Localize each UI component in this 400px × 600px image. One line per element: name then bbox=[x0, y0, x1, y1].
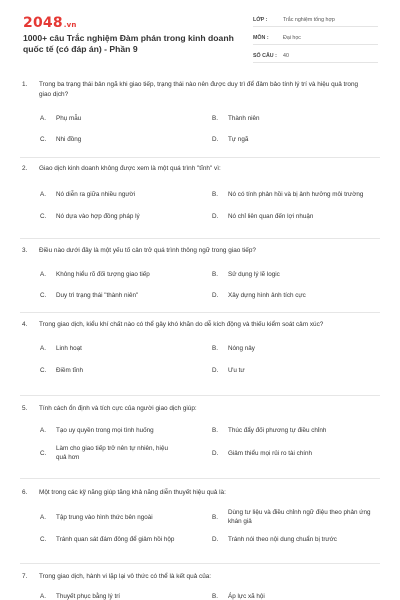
divider bbox=[20, 238, 380, 239]
option-letter: D. bbox=[212, 136, 219, 143]
option-a[interactable] bbox=[40, 592, 212, 600]
question-number: 3. bbox=[22, 247, 28, 254]
page-header bbox=[0, 0, 400, 70]
page-title: 1000+ câu Trắc nghiệm Đàm phán trong kinh doanh quốc tế (có đáp án) - Phần 9 bbox=[23, 33, 234, 54]
option-text: Nó chỉ liên quan đến lợi nhuận bbox=[228, 213, 314, 220]
option-letter: C. bbox=[40, 449, 47, 457]
option-text: Nó dựa vào hợp đồng pháp lý bbox=[56, 213, 140, 220]
question-text: Tính cách ổn định và tích cực của người giao dịch giúp: bbox=[39, 405, 197, 412]
question-text: Trong giao dịch, hành vi lặp lại vô thức có thể là kết quả của: bbox=[39, 573, 212, 580]
option-letter: D. bbox=[212, 213, 219, 220]
option-letter: C. bbox=[40, 536, 47, 543]
question-1 bbox=[0, 80, 400, 144]
question-text: Trong giao dịch, kiểu khí chất nào có thể gây khó khăn do dễ kích động và thiếu kiểm soát cảm xúc? bbox=[39, 321, 324, 328]
option-letter: C. bbox=[40, 136, 47, 143]
option-text: Nó có tính phản hồi và bị ảnh hưởng môi trường bbox=[228, 190, 364, 198]
option-letter: A. bbox=[40, 190, 46, 198]
info-label: SỐ CÂU : bbox=[253, 52, 277, 59]
option-letter: C. bbox=[40, 213, 47, 220]
question-2 bbox=[0, 164, 400, 221]
info-row-subject bbox=[253, 31, 378, 45]
divider bbox=[20, 157, 380, 158]
option-letter: C. bbox=[40, 292, 47, 299]
option-d[interactable] bbox=[212, 535, 384, 544]
option-text: Thuyết phục bằng lý trí bbox=[56, 593, 121, 600]
option-b[interactable] bbox=[212, 508, 384, 526]
option-c[interactable] bbox=[40, 535, 212, 544]
option-list bbox=[0, 114, 400, 144]
question-7 bbox=[0, 572, 400, 600]
option-d[interactable] bbox=[212, 291, 384, 300]
option-b[interactable] bbox=[212, 344, 384, 353]
option-text: Linh hoạt bbox=[56, 345, 82, 352]
option-d[interactable] bbox=[212, 366, 384, 375]
question-6 bbox=[0, 488, 400, 544]
option-list bbox=[0, 426, 400, 462]
option-letter: D. bbox=[212, 367, 219, 374]
option-a[interactable] bbox=[40, 426, 212, 435]
option-text: Điềm tĩnh bbox=[56, 367, 83, 374]
option-letter: C. bbox=[40, 367, 47, 374]
option-letter: D. bbox=[212, 292, 219, 299]
option-d[interactable] bbox=[212, 135, 384, 144]
option-list bbox=[0, 508, 400, 544]
option-letter: A. bbox=[40, 513, 46, 521]
info-value[interactable]: Đại học bbox=[283, 34, 301, 41]
option-a[interactable] bbox=[40, 114, 212, 123]
question-text: Điều nào dưới đây là một yếu tố cản trở quá trình thông ngữ trong giao tiếp? bbox=[39, 247, 256, 254]
divider bbox=[20, 478, 380, 479]
option-letter: A. bbox=[40, 427, 46, 434]
question-stem bbox=[0, 164, 400, 174]
logo-main: 2048 bbox=[23, 15, 63, 31]
option-list bbox=[0, 185, 400, 221]
option-c[interactable] bbox=[40, 212, 212, 221]
option-text: Nóng nảy bbox=[228, 345, 255, 352]
option-text: Dùng tư liệu và điều chỉnh ngữ điệu theo phản ứng khán giả bbox=[228, 509, 371, 525]
option-c[interactable] bbox=[40, 291, 212, 300]
option-text: Duy trì trạng thái "thành niên" bbox=[56, 292, 139, 299]
option-letter: D. bbox=[212, 536, 219, 543]
option-list bbox=[0, 344, 400, 375]
site-logo[interactable] bbox=[23, 15, 77, 31]
question-number: 2. bbox=[22, 165, 28, 172]
option-list bbox=[0, 270, 400, 300]
option-letter: B. bbox=[212, 593, 218, 600]
option-letter: A. bbox=[40, 593, 46, 600]
question-3 bbox=[0, 246, 400, 300]
option-b[interactable] bbox=[212, 592, 384, 600]
option-d[interactable] bbox=[212, 444, 384, 462]
question-stem bbox=[0, 320, 400, 330]
option-b[interactable] bbox=[212, 185, 384, 203]
question-text: Giao dịch kinh doanh không được xem là một quá trình "tĩnh" vì: bbox=[39, 165, 221, 172]
question-number: 6. bbox=[22, 489, 28, 496]
question-stem bbox=[0, 246, 400, 256]
option-c[interactable] bbox=[40, 135, 212, 144]
option-text: Tự ngã bbox=[228, 136, 249, 143]
option-letter: B. bbox=[212, 345, 218, 352]
info-row-class bbox=[253, 13, 378, 27]
question-stem bbox=[0, 572, 400, 582]
option-text: Tạo uy quyền trong mọi tình huống bbox=[56, 427, 154, 434]
option-list bbox=[0, 592, 400, 600]
option-letter: A. bbox=[40, 345, 46, 352]
divider bbox=[20, 563, 380, 564]
option-a[interactable] bbox=[40, 185, 212, 203]
option-letter: B. bbox=[212, 115, 218, 122]
option-text: Làm cho giao tiếp trở nên tự nhiên, hiệu quả hơn bbox=[56, 445, 168, 461]
question-4 bbox=[0, 320, 400, 375]
option-text: Nó diễn ra giữa nhiều người bbox=[56, 190, 136, 198]
option-letter: B. bbox=[212, 513, 218, 521]
option-text: Xây dựng hình ảnh tích cực bbox=[228, 292, 306, 299]
question-stem bbox=[0, 80, 400, 100]
option-b[interactable] bbox=[212, 270, 384, 279]
option-text: Không hiểu rõ đối tượng giao tiếp bbox=[56, 271, 150, 278]
option-letter: B. bbox=[212, 190, 218, 198]
option-text: Thành niên bbox=[228, 115, 260, 122]
question-number: 4. bbox=[22, 321, 28, 328]
info-label: LỚP : bbox=[253, 16, 268, 23]
option-d[interactable] bbox=[212, 212, 384, 221]
option-text: Phụ mẫu bbox=[56, 115, 82, 122]
logo-tld: .vn bbox=[63, 21, 77, 29]
option-letter: A. bbox=[40, 115, 46, 122]
option-text: Sử dụng lý lẽ logic bbox=[228, 271, 280, 278]
question-5 bbox=[0, 404, 400, 462]
info-value: 40 bbox=[283, 52, 289, 59]
option-a[interactable] bbox=[40, 344, 212, 353]
divider bbox=[20, 312, 380, 313]
question-number: 1. bbox=[22, 81, 28, 88]
info-row-count bbox=[253, 49, 378, 63]
option-text: Áp lực xã hội bbox=[228, 593, 265, 600]
info-value[interactable]: Trắc nghiệm tổng hợp bbox=[283, 16, 335, 23]
option-letter: B. bbox=[212, 427, 218, 434]
option-a[interactable] bbox=[40, 508, 212, 526]
option-text: Ưu tư bbox=[228, 367, 245, 374]
option-text: Tránh quan sát đám đông để giảm hồi hộp bbox=[56, 536, 175, 543]
option-a[interactable] bbox=[40, 270, 212, 279]
info-label: MÔN : bbox=[253, 34, 269, 41]
option-letter: B. bbox=[212, 271, 218, 278]
option-b[interactable] bbox=[212, 426, 384, 435]
option-c[interactable] bbox=[40, 444, 212, 462]
question-number: 5. bbox=[22, 405, 28, 412]
option-text: Giảm thiểu mọi rủi ro tài chính bbox=[228, 449, 312, 457]
option-b[interactable] bbox=[212, 114, 384, 123]
option-text: Tránh nói theo nội dung chuẩn bị trước bbox=[228, 536, 337, 543]
question-number: 7. bbox=[22, 573, 28, 580]
divider bbox=[20, 395, 380, 396]
option-letter: A. bbox=[40, 271, 46, 278]
option-letter: D. bbox=[212, 449, 219, 457]
question-text: Trong ba trạng thái bản ngã khi giao tiếp, trạng thái nào nên được duy trì để đảm bảo tính lý trí và hiệu quả trong giao dịch? bbox=[39, 81, 359, 98]
option-text: Nhi đồng bbox=[56, 136, 82, 143]
question-stem bbox=[0, 488, 400, 498]
option-text: Tập trung vào hình thức bên ngoài bbox=[56, 513, 153, 521]
question-stem bbox=[0, 404, 400, 414]
question-text: Một trong các kỹ năng giúp tăng khả năng diễn thuyết hiệu quả là: bbox=[39, 489, 226, 496]
info-panel bbox=[253, 13, 378, 67]
option-c[interactable] bbox=[40, 366, 212, 375]
option-text: Thúc đẩy đối phương tự điều chỉnh bbox=[228, 427, 327, 434]
